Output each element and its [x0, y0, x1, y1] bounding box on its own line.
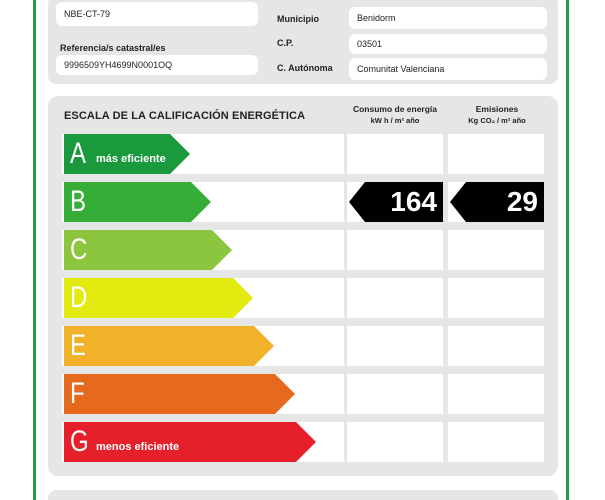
emissions-cell-e: [448, 326, 544, 366]
consumption-rating-indicator: [349, 182, 443, 222]
energy-class-letter: F: [70, 377, 85, 410]
region-label: C. Autónoma: [277, 63, 333, 73]
energy-class-letter: B: [70, 185, 87, 218]
cadastral-value: 9996509YH4699N0001OQ: [64, 60, 173, 70]
emissions-cell-g: [448, 422, 544, 462]
energy-class-letter: C: [70, 233, 88, 266]
energy-class-letter: G: [70, 425, 89, 458]
energy-class-letter: A: [70, 137, 87, 170]
consumption-cell-d: [347, 278, 443, 318]
energy-class-caption: más eficiente: [96, 153, 166, 165]
emissions-unit: Kg CO₂ / m² año: [468, 116, 526, 125]
consumption-header: [346, 104, 444, 126]
consumption-value: 164: [365, 182, 443, 222]
cadastral-label: Referencia/s catastral/es: [60, 43, 166, 53]
postal-field: [349, 34, 547, 54]
consumption-unit: kW h / m² año: [370, 116, 420, 125]
emissions-value: 29: [466, 182, 544, 222]
consumption-cell-e: [347, 326, 443, 366]
next-section-panel: [48, 490, 558, 500]
emissions-cell-f: [448, 374, 544, 414]
cadastral-field: [56, 55, 258, 75]
region-value: Comunitat Valenciana: [357, 64, 445, 74]
consumption-header-label: Consumo de energía: [352, 104, 438, 114]
emissions-header: [448, 104, 546, 126]
energy-class-letter: E: [70, 329, 87, 362]
consumption-cell-c: [347, 230, 443, 270]
emissions-cell-a: [448, 134, 544, 174]
consumption-cell-f: [347, 374, 443, 414]
energy-class-caption: menos eficiente: [96, 441, 180, 453]
municipality-label: Municipio: [277, 14, 319, 24]
postal-value: 03501: [357, 39, 383, 49]
energy-class-d-arrow: [64, 278, 253, 318]
postal-label: C.P.: [277, 38, 294, 48]
energy-class-f-arrow: [64, 374, 295, 414]
scale-title: ESCALA DE LA CALIFICACIÓN ENERGÉTICA: [64, 110, 306, 122]
emissions-header-label: Emisiones: [475, 104, 519, 114]
region-field: [349, 58, 547, 80]
energy-class-e-arrow: [64, 326, 274, 366]
energy-class-g-arrow: [64, 422, 316, 462]
municipality-field: [349, 7, 547, 29]
energy-class-letter: D: [70, 281, 88, 314]
energy-class-b-arrow: [64, 182, 211, 222]
norm-value: NBE-CT-79: [64, 9, 111, 19]
emissions-cell-c: [448, 230, 544, 270]
emissions-rating-indicator: [450, 182, 544, 222]
energy-class-a-arrow: [64, 134, 190, 174]
consumption-cell-g: [347, 422, 443, 462]
municipality-value: Benidorm: [357, 13, 396, 23]
norm-field: [56, 2, 258, 26]
consumption-cell-a: [347, 134, 443, 174]
energy-class-c-arrow: [64, 230, 232, 270]
emissions-cell-d: [448, 278, 544, 318]
